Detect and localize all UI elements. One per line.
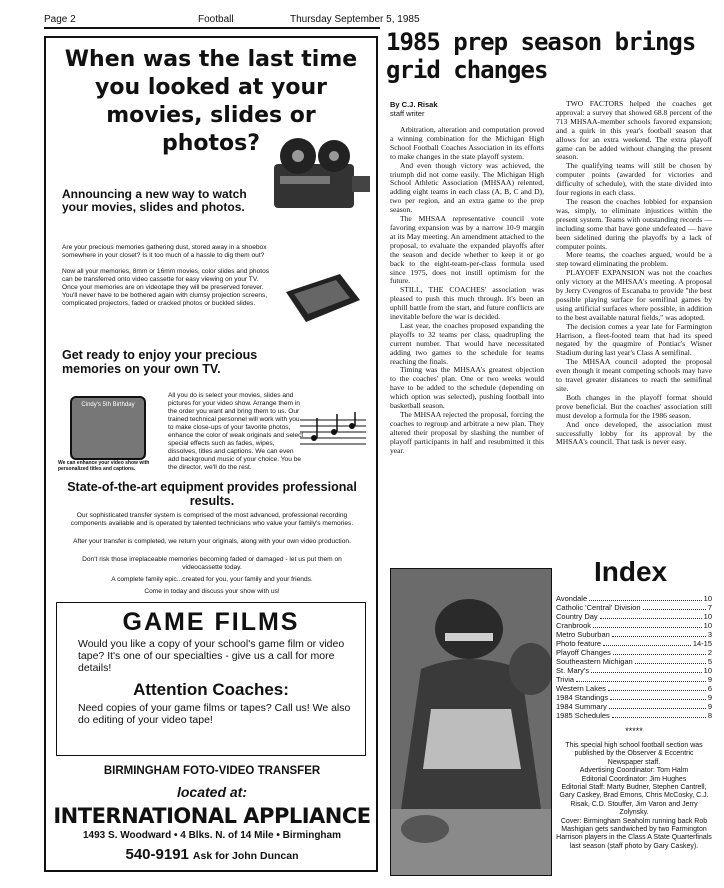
paragraph: STILL, THE COACHES' association was pleased to push this much through. It's been an uphill battle from the start, and future conflicts are inevitable before the war is decided.: [390, 285, 544, 322]
index-row: [556, 657, 712, 666]
paragraph: Both changes in the playoff format should prove beneficial. But the coaches' association still must develop a formula for the 1986 season.: [556, 392, 712, 420]
index-entry: St. Mary's: [556, 666, 590, 675]
article-column-1: [390, 126, 544, 456]
credit-line: Editorial Coordinator: Jim Hughes: [581, 775, 687, 783]
paragraph: The MHSAA representative council vote favoring expansion was by a narrow 10-9 margin at its May meeting. An amendment attached to the proposal, to evaluate the expanded playoffs after the season and decide whether to keep it or go back to the eight-team-per-class formula used since 1975, does not instill optimism for the future.: [390, 214, 544, 286]
index-list: [556, 594, 712, 720]
paragraph: The reason the coaches lobbied for expansion was, simply, to eliminate injustices within the present system. Teams with outstanding records — including some that have gone undefeated — have been sidelined during the playoffs by a lack of computer points.: [556, 196, 712, 251]
index-row: [556, 612, 712, 621]
article-column-2: [556, 100, 712, 447]
index-row: [556, 603, 712, 612]
paragraph: Arbitration, alteration and computation proved a winning combination for the Michigan High School Football Coaches Association in its efforts to make changes in the state playoff system.: [390, 125, 544, 161]
header-rule: [44, 27, 380, 29]
index-page: 10: [703, 666, 712, 675]
located-at: located at:: [176, 784, 247, 800]
paragraph: The MHSAA council adopted the proposal even though it meant competing schools may have to travel greater distances to reach the semifinal site.: [556, 357, 712, 393]
attention-title: Attention Coaches:: [133, 680, 289, 699]
index-row: [556, 702, 712, 711]
index-row: [556, 684, 712, 693]
index-page: 3: [707, 630, 712, 639]
paragraph: Timing was the MHSAA's greatest objection to the coaches' plan. One or two weeks would have to be added to the schedule (depending on which option was selected), pushing football into basketball season.: [390, 365, 544, 411]
section-name: Football: [198, 14, 234, 25]
ad-ready: Get ready to enjoy your precious memories on your own TV.: [62, 348, 258, 376]
paragraph: Last year, the coaches proposed expanding the playoffs to 32 teams per class, quadrupling the current number. That would have necessitated adding two games to the schedule for teams reaching the finals.: [390, 320, 544, 366]
paragraph: The MHSAA rejected the proposal, forcing the coaches to regroup and arbitrate a new plan. They altered their proposal by slashing the number of playoff participants in half and resubmitted it this year.: [390, 410, 544, 455]
ad-para-3: All you do is select your movies, slides and pictures for your video show. Arrange them in the order you want and bring them to us. Our trained technical personnel will work with you to make close-ups of your favorite photos, enhance the color of weak originals and select special effects such as fades, wipes, dissolves, titles and captions. We can even add background music of your choice. You be the director, we'll do the rest.: [168, 392, 304, 471]
paragraph: The decision comes a year late for Farmington Harrison, a fleet-footed team that had its speed negated by the quagmire of Pontiac's Wisner Stadium during last year's Class A semifinal.: [556, 321, 712, 358]
ad-headline: When was the last time you looked at your movies, slides or photos?: [64, 47, 358, 156]
music-notes-illustration: [300, 412, 366, 452]
index-entry: Catholic 'Central' Division: [556, 603, 641, 612]
index-row: [556, 711, 712, 720]
paragraph: More teams, the coaches argued, would be a step toward eliminating the problem.: [556, 250, 712, 269]
index-entry: Avondale: [556, 594, 588, 603]
index-entry: Photo feature: [556, 639, 602, 648]
projector-illustration: [268, 136, 372, 224]
game-films-title: GAME FILMS: [122, 608, 300, 636]
index-row: [556, 594, 712, 603]
paragraph: And even though victory was achieved, the triumph did not come easily. The Michigan High School Athletic Association (MHSAA) relented, adding eight teams in each class (A, B, C and D), two per region, and an extra game to the prep season.: [390, 160, 544, 215]
index-entry: Cranbrook: [556, 621, 592, 630]
index-page: 7: [707, 603, 712, 612]
ad-state: State-of-the-art equipment provides professional results.: [67, 480, 357, 508]
index-entry: Western Lakes: [556, 684, 606, 693]
ad-para-1: Are your precious memories gathering dust, stored away in a shoebox somewhere in your closet? Is it too much of a hassle to dig them out?: [62, 244, 267, 259]
index-entry: 1984 Standings: [556, 693, 609, 702]
stars-divider: *****: [625, 726, 643, 736]
index-entry: Southeastern Michigan: [556, 657, 633, 666]
paragraph: And once developed, the association must successfully lobby for its approval by the MHSAA's council. That task is never easy.: [556, 419, 712, 447]
issue-date: Thursday September 5, 1985: [290, 14, 420, 25]
ad-para-4: Our sophisticated transfer system is comprised of the most advanced, professional recording components available and is operated by talented technicians who value your family's memories.: [70, 512, 354, 527]
index-row: [556, 621, 712, 630]
contact-line: [50, 846, 374, 864]
index-entry: 1985 Schedules: [556, 711, 610, 720]
index-page: 6: [707, 684, 712, 693]
index-page: 10: [703, 621, 712, 630]
credit-line: This special high school football section was published by the Observer & Eccentric Newspaper staff.: [565, 742, 703, 766]
paragraph: PLAYOFF EXPANSION was not the coaches only victory at the MHSAA's meeting. A proposal by Jerry Cvengros of Escanaba to provide "the best possible playing surface for semifinal games by using artificial surfaces where possible, in addition to the best available natural fields," was adopted.: [556, 268, 712, 322]
index-page: 5: [707, 657, 712, 666]
credits: [556, 742, 712, 851]
store-name: BIRMINGHAM FOTO-VIDEO TRANSFER: [103, 765, 321, 777]
attention-text: Need copies of your game films or tapes? Call us! We also do editing of your video tape!: [78, 702, 351, 726]
contact-name: Ask for John Duncan: [192, 850, 299, 862]
index-row: [556, 630, 712, 639]
videocassette-illustration: [280, 268, 364, 330]
index-title: Index: [594, 556, 668, 587]
index-page: 9: [707, 702, 712, 711]
index-page: 14-15: [692, 639, 712, 648]
index-page: 9: [707, 693, 712, 702]
index-entry: Playoff Changes: [556, 648, 611, 657]
ad-para-6: Don't risk those irreplaceable memories becoming faded or damaged - let us put them on videocassette today.: [82, 556, 342, 571]
phone-number: 540-9191: [125, 846, 189, 863]
index-entry: Metro Suburban: [556, 630, 610, 639]
tv-caption: Cindy's 5th Birthday: [81, 402, 135, 408]
index-page: 10: [703, 612, 712, 621]
index-row: [556, 693, 712, 702]
credit-line: Editorial Staff: Marty Budner, Stephen Cantrell, Gary Caskey, Brad Emons, Chris McCosky, C.J. Risak, C.D. Stouffer, Jim Varon and Jerry Zolynsky.: [559, 784, 709, 817]
football-player-photo: [391, 569, 551, 875]
index-page: 9: [707, 675, 712, 684]
byline: By C.J. Risak: [390, 100, 438, 109]
ad-para-5: After your transfer is completed, we return your originals, along with your own video production.: [73, 538, 351, 545]
cover-photo: [390, 568, 552, 876]
article-headline: 1985 prep season brings grid changes: [386, 28, 696, 84]
page-number: Page 2: [44, 14, 76, 25]
ad-para-7: A complete family epic...created for you, your family and your friends.: [111, 576, 313, 583]
index-page: 2: [707, 648, 712, 657]
appliance-name: INTERNATIONAL APPLIANCE: [53, 804, 371, 828]
index-entry: Trivia: [556, 675, 575, 684]
ad-para-2: Now all your memories, 8mm or 16mm movies, color slides and photos can be transferred onto video cassette for easy viewing on your TV. Once your memories are on videotape they will be preserved forever. You'll never have to be bothered again with clumsy projection screens, complicated projectors, faded or cracked photos or buckled slides.: [62, 268, 270, 307]
paragraph: TWO FACTORS helped the coaches get approval: a survey that showed 68.8 percent of the 713 MHSAA-member schools favored expansion; and a quirk in this year's football season that allows for an extra weekend. The extra playoff game can be added without changing the present season.: [556, 99, 712, 162]
byline-role: staff writer: [390, 109, 425, 118]
paragraph: The qualifying teams will still be chosen by computer points (awarded for victories and difficulty of schedule), with the state divided into four regions in each class.: [556, 161, 712, 198]
ad-para-8: Come in today and discuss your show with us!: [144, 588, 280, 595]
index-row: [556, 648, 712, 657]
index-entry: Country Day: [556, 612, 598, 621]
index-page: 8: [707, 711, 712, 720]
store-address: 1493 S. Woodward • 4 Blks. N. of 14 Mile • Birmingham: [83, 830, 341, 841]
index-row: [556, 639, 712, 648]
credit-line: Advertising Coordinator: Tom Halm: [579, 767, 689, 775]
game-films-text: Would you like a copy of your school's game film or video tape? It's one of our specialties - give us a call for more details!: [78, 638, 345, 674]
index-entry: 1984 Summary: [556, 702, 607, 711]
tv-illustration: [70, 396, 146, 460]
ad-announce: Announcing a new way to watch your movies, slides and photos.: [62, 187, 247, 214]
index-page: 10: [703, 594, 712, 603]
tv-note: We can enhance your video show with personalized titles and captions.: [58, 460, 150, 472]
credit-line: Cover: Birmingham Seaholm running back Rob Mashigian gets sandwiched by two Farmington Harrison players in the Class A State Quarterfinals last season (staff photo by Gary Caskey).: [556, 817, 712, 850]
index-row: [556, 675, 712, 684]
index-row: [556, 666, 712, 675]
